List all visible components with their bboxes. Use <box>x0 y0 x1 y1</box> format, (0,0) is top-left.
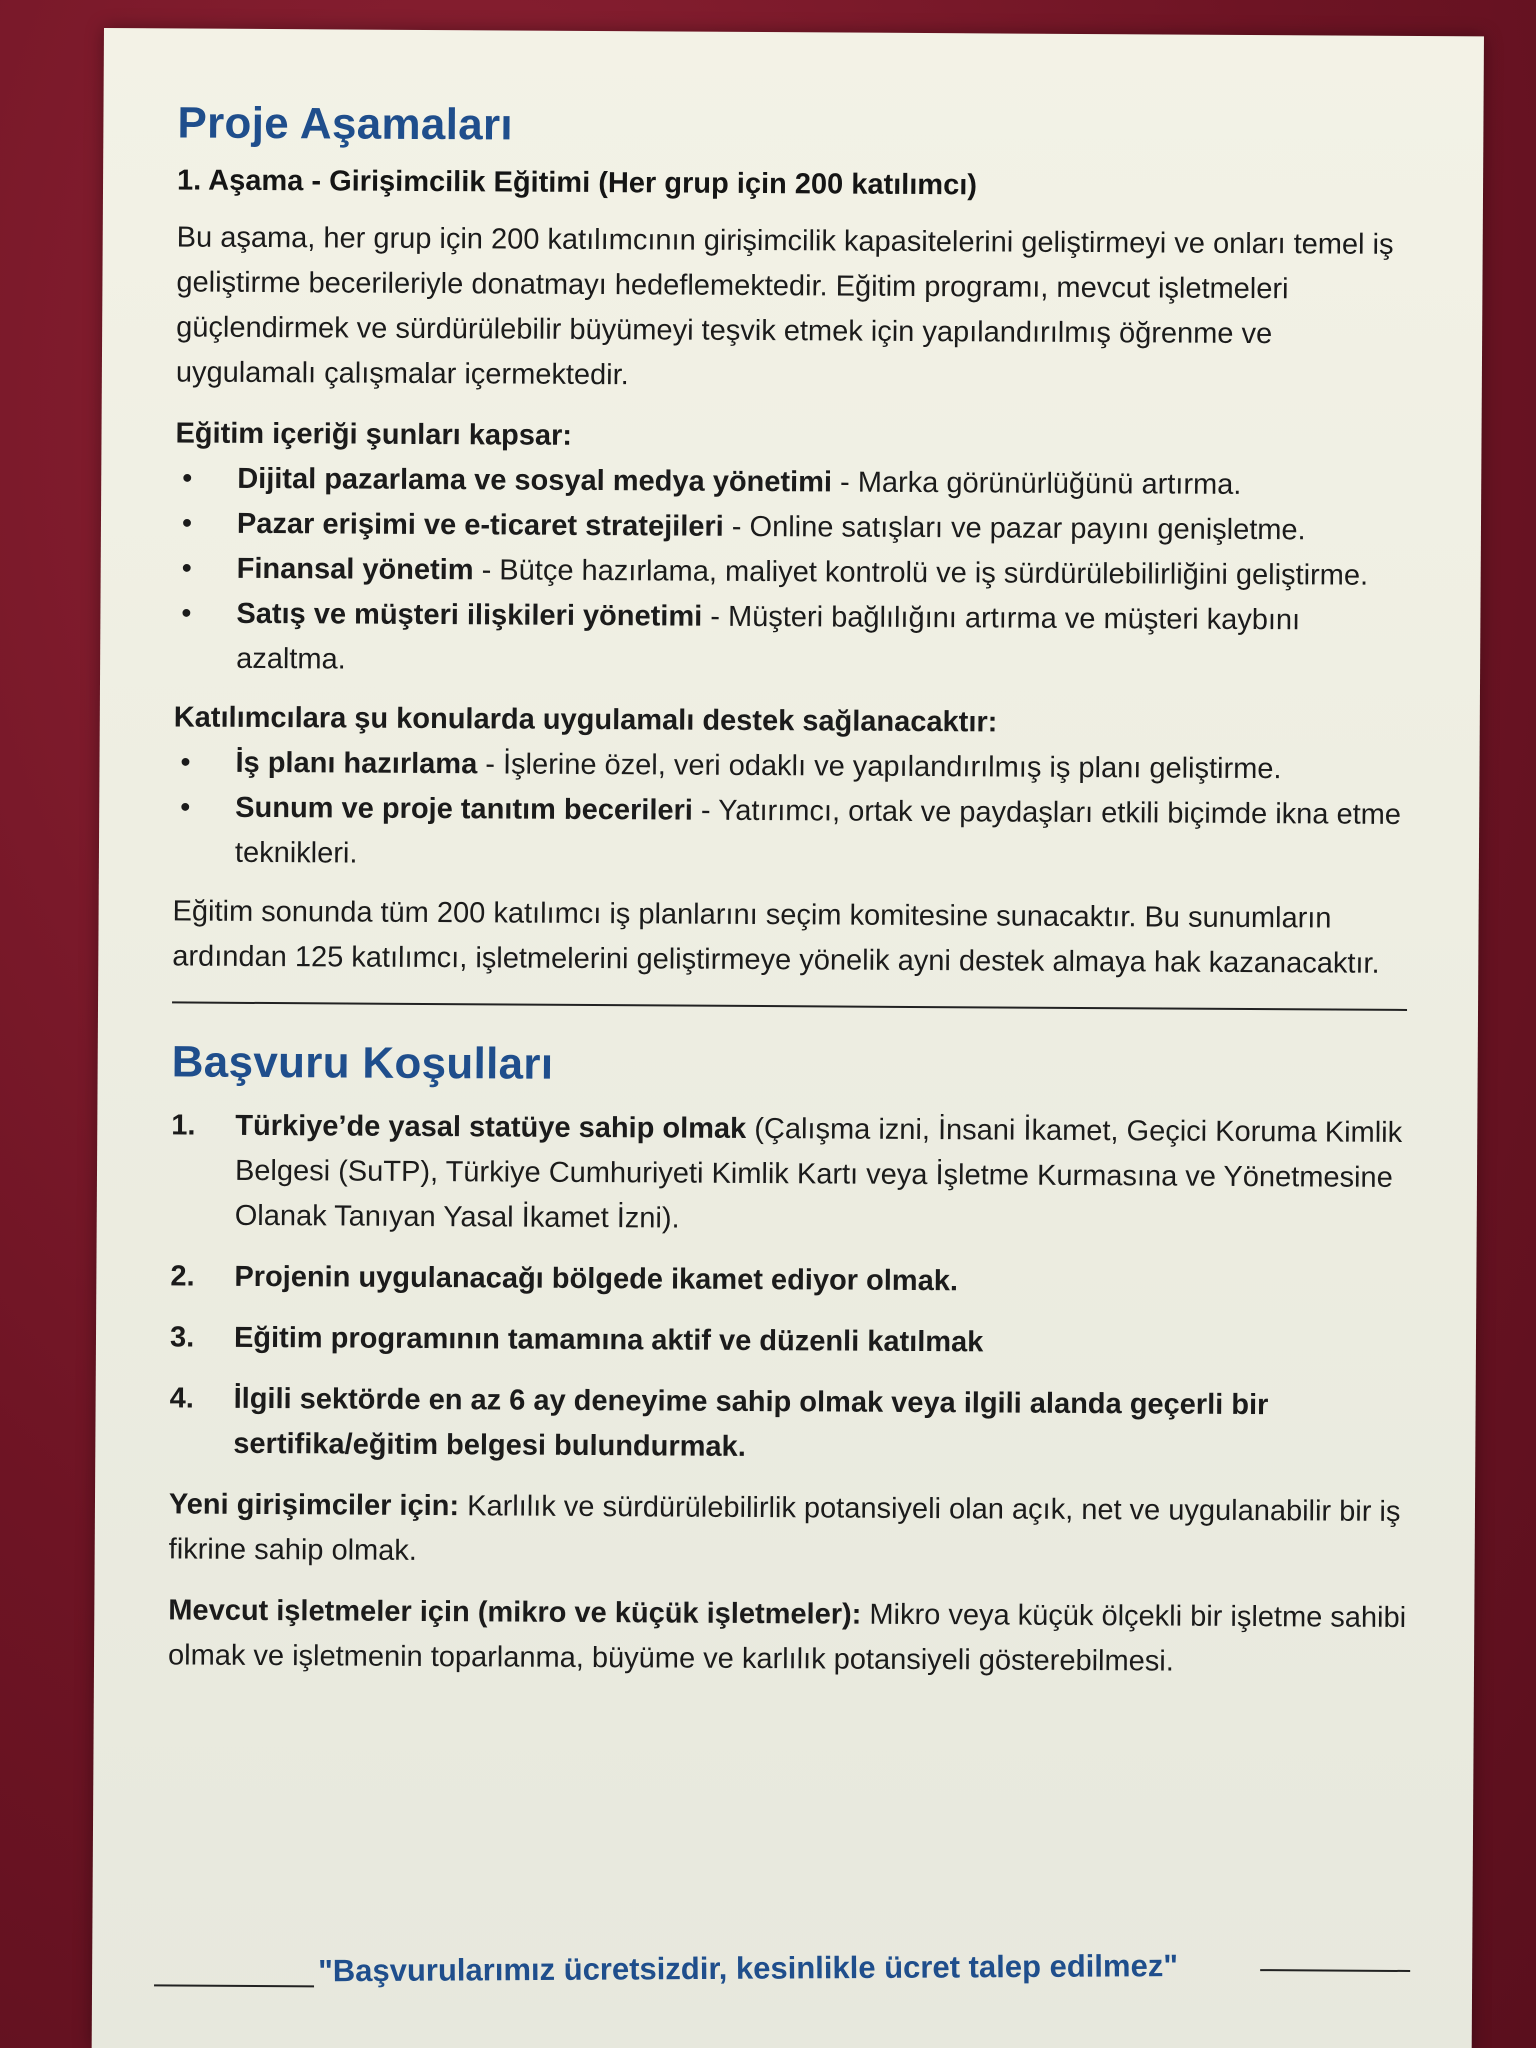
footer-quote: "Başvurularımız ücretsizdir, kesinlikle ücret talep edilmez" <box>318 1948 1179 1989</box>
support-heading: Katılımcılara şu konularda uygulamalı destek sağlanacaktır: <box>173 701 998 739</box>
new-entrepreneurs-label: Yeni girişimciler için: <box>168 1488 460 1523</box>
conditions-list <box>169 1103 1411 1474</box>
condition-item <box>170 1315 1410 1368</box>
condition-number: 1. <box>171 1109 196 1142</box>
bullet-icon: • <box>180 746 191 779</box>
list-item <box>173 785 1414 883</box>
list-item-desc: - Online satışları ve pazar payını genişletme. <box>723 510 1306 547</box>
existing-businesses-label: Mevcut işletmeler için (mikro ve küçük işletmeler): <box>168 1594 862 1631</box>
existing-businesses-paragraph <box>168 1588 1409 1686</box>
list-item-desc: - Marka görünürlüğünü artırma. <box>831 466 1242 501</box>
project-phases-title: Proje Aşamaları <box>177 98 514 150</box>
existing-businesses-text: Mikro veya küçük ölçekli bir işletme sahibi olmak ve işletmenin toparlanma, büyüme ve karlılık potansiyeli gösterebilmesi. <box>167 1598 1407 1678</box>
support-list <box>173 740 1414 883</box>
content-list <box>174 456 1415 689</box>
condition-number: 3. <box>169 1321 195 1354</box>
bullet-icon: • <box>181 507 193 540</box>
condition-number: 2. <box>170 1260 195 1293</box>
condition-number: 4. <box>169 1382 194 1415</box>
list-item-desc: - Yatırımcı, ortak ve paydaşları etkili biçimde ikna etme teknikleri. <box>234 794 1402 870</box>
section-divider <box>172 1001 1407 1011</box>
condition-bold-text: Projenin uygulanacağı bölgede ikamet ediyor olmak. <box>234 1260 959 1298</box>
list-item-desc: - Müşteri bağlılığını artırma ve müşteri kaybını azaltma. <box>236 600 1301 676</box>
list-item <box>174 591 1415 689</box>
list-item <box>173 740 1413 793</box>
footer-rule-left <box>154 1984 314 1987</box>
condition-bold-text: Türkiye’de yasal statüye sahip olmak <box>235 1109 747 1145</box>
list-item-title: Pazar erişimi ve e-ticaret stratejileri <box>236 507 724 543</box>
condition-item <box>170 1254 1410 1307</box>
list-item-desc: - Bütçe hazırlama, maliyet kontrolü ve iş sürdürülebilirliğini geliştirme. <box>473 554 1369 592</box>
condition-bold-text: Eğitim programının tamamına aktif ve düzenli katılmak <box>233 1321 984 1359</box>
new-entrepreneurs-text: Karlılık ve sürdürülebilirlik potansiyeli olan açık, net ve uygulanabilir bir iş fikrine sahip olmak. <box>168 1490 1401 1567</box>
bullet-icon: • <box>180 791 191 824</box>
flyer-page <box>92 28 1484 2048</box>
condition-normal-text: (Çalışma izni, İnsani İkamet, Geçici Koruma Kimlik Belgesi (SuTP), Türkiye Cumhuriyeti Kimlik Kartı veya İşletme Kurmasına ve Yönetmesine Olanak Tanıyan Yasal İkamet İzni). <box>234 1112 1403 1235</box>
bullet-icon: • <box>181 597 192 630</box>
new-entrepreneurs-paragraph <box>169 1482 1410 1580</box>
bullet-icon: • <box>181 552 192 585</box>
list-item <box>175 501 1415 554</box>
list-item-title: Sunum ve proje tanıtım becerileri <box>235 791 694 827</box>
footer-rule-right <box>1260 1969 1410 1972</box>
phase1-intro: Bu aşama, her grup için 200 katılımcının girişimcilik kapasitelerini geliştirmeyi ve onları temel iş geliştirme becerileriyle donatmayı hedeflemektedir. Eğitim programı, mevcut işletmeleri güçlendirmek ve sürdürülebilir büyümeyi teşvik etmek için yapılandırılmış öğrenme ve uygulamalı çalışmalar içermektedir. <box>175 221 1394 392</box>
phase1-heading: 1. Aşama - Girişimcilik Eğitimi (Her grup için 200 katılımcı) <box>176 164 978 202</box>
list-item <box>175 546 1415 599</box>
condition-item <box>169 1376 1410 1474</box>
footer <box>154 1946 1414 2004</box>
condition-item <box>171 1103 1412 1246</box>
list-item <box>175 456 1415 509</box>
content-heading: Eğitim içeriği şunları kapsar: <box>175 417 573 452</box>
bullet-icon: • <box>182 462 193 495</box>
flyer-content <box>168 98 1418 1702</box>
application-conditions-title: Başvuru Koşulları <box>171 1037 554 1089</box>
list-item-title: İş planı hazırlama <box>235 746 478 781</box>
list-item-title: Satış ve müşteri ilişkileri yönetimi <box>236 597 703 633</box>
condition-bold-text: İlgili sektörde en az 6 ay deneyime sahip olmak veya ilgili alanda geçerli bir sertifika/eğitim belgesi bulundurmak. <box>233 1382 1269 1463</box>
list-item-desc: - İşlerine özel, veri odaklı ve yapılandırılmış iş planı geliştirme. <box>477 748 1282 786</box>
phase1-closing: Eğitim sonunda tüm 200 katılımcı iş planlarını seçim komitesine sunacaktır. Bu sunumların ardından 125 katılımcı, işletmelerini geliştirmeye yönelik ayni destek almaya hak kazanacaktır. <box>172 895 1380 980</box>
list-item-title: Dijital pazarlama ve sosyal medya yönetimi <box>237 462 833 499</box>
list-item-title: Finansal yönetim <box>236 552 474 587</box>
